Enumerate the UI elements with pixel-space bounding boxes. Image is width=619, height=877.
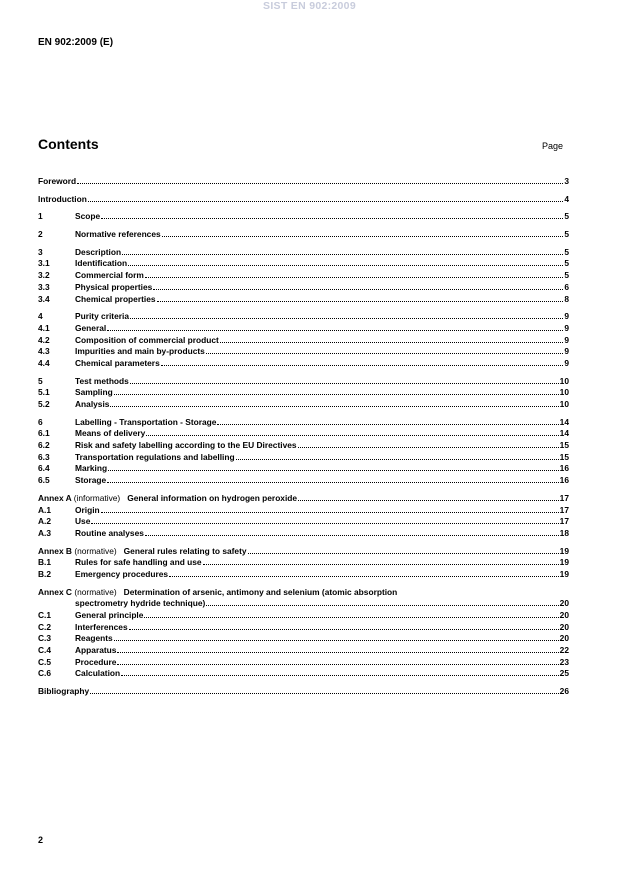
toc-entry-title	[38, 493, 297, 505]
dot-leader	[236, 452, 559, 460]
annex-type: (normative)	[74, 545, 117, 556]
toc-entry-title: Sampling	[75, 387, 113, 398]
toc-entry-page: 10	[559, 399, 569, 409]
toc-entry-number: 3.3	[38, 281, 50, 292]
toc-entry[interactable]	[38, 516, 569, 528]
toc-entry[interactable]	[38, 176, 569, 188]
toc-entry-title: Procedure	[75, 656, 117, 667]
toc-entry-page: 9	[564, 346, 569, 357]
toc-entry-number: A.3	[38, 527, 52, 538]
toc-entry[interactable]	[38, 569, 569, 581]
dot-leader	[122, 247, 563, 255]
dot-leader	[162, 229, 564, 237]
toc-entry-title: Physical properties	[75, 281, 153, 292]
toc-entry-number: 5	[38, 375, 43, 386]
toc-entry-page: 16	[559, 475, 569, 486]
dot-leader	[169, 569, 559, 577]
toc-entry-number: 4.2	[38, 334, 50, 345]
toc-entry-page: 19	[559, 545, 569, 556]
toc-entry[interactable]	[38, 493, 569, 505]
toc-entry[interactable]	[38, 452, 569, 464]
dot-leader	[129, 622, 559, 630]
dot-leader	[298, 493, 559, 501]
toc-entry[interactable]	[38, 686, 569, 698]
toc-entry-page: 20	[559, 621, 569, 632]
toc-entry[interactable]	[38, 610, 569, 622]
dot-leader	[146, 428, 558, 436]
toc-entry-title: General	[75, 322, 107, 333]
annex-type: (normative)	[74, 586, 117, 597]
toc-entry-page: 14	[559, 416, 569, 427]
toc-entry-title: Impurities and main by-products	[75, 346, 205, 357]
toc-entry-number: 6.3	[38, 451, 50, 462]
toc-entry[interactable]	[38, 475, 569, 487]
dot-leader	[217, 417, 558, 425]
toc-entry-number: 6.4	[38, 463, 50, 474]
table-of-contents	[38, 176, 569, 698]
toc-entry-number: 3	[38, 246, 43, 257]
dot-leader	[206, 346, 563, 354]
annex-title: General information on hydrogen peroxide	[127, 492, 298, 503]
toc-entry-title: Marking	[75, 463, 108, 474]
toc-entry-page: 6	[564, 281, 569, 292]
toc-entry-page: 10	[559, 375, 569, 386]
toc-entry-page: 26	[559, 686, 569, 697]
toc-entry-title: Labelling - Transportation - Storage	[75, 416, 217, 427]
toc-entry-title: Chemical properties	[75, 293, 156, 304]
toc-entry[interactable]	[38, 428, 569, 440]
toc-entry-page: 5	[564, 258, 569, 269]
toc-entry[interactable]	[38, 622, 569, 634]
toc-entry[interactable]	[38, 294, 569, 306]
toc-entry-title: Transportation regulations and labelling	[75, 451, 235, 462]
toc-entry[interactable]	[38, 387, 569, 399]
dot-leader	[117, 645, 558, 653]
toc-entry[interactable]	[38, 399, 569, 411]
toc-entry-number: C.2	[38, 621, 52, 632]
toc-entry-title: Risk and safety labelling according to the EU Directives	[75, 440, 297, 451]
toc-entry-title: Composition of commercial product	[75, 334, 219, 345]
toc-entry-number: 3.4	[38, 293, 50, 304]
dot-leader	[101, 505, 559, 513]
toc-entry-page: 25	[559, 668, 569, 679]
toc-entry-page: 18	[559, 527, 569, 538]
toc-entry-number: 4	[38, 311, 43, 322]
dot-leader	[145, 270, 563, 278]
toc-entry-title: Analysis	[75, 399, 110, 409]
annex-label: Annex C	[38, 586, 72, 597]
toc-entry-number: 4.4	[38, 357, 50, 368]
toc-entry[interactable]	[38, 270, 569, 282]
toc-entry-title: Reagents	[75, 633, 113, 644]
toc-entry[interactable]	[38, 546, 569, 558]
toc-entry-page: 17	[559, 492, 569, 503]
toc-entry-title: Description	[75, 246, 122, 257]
toc-entry-title	[38, 587, 397, 599]
toc-entry-number: C.3	[38, 633, 52, 644]
toc-entry-number: 5.2	[38, 399, 50, 409]
toc-entry-number: 5.1	[38, 387, 50, 398]
dot-leader	[114, 633, 559, 641]
toc-entry[interactable]	[38, 335, 569, 347]
toc-entry-number: C.6	[38, 668, 52, 679]
toc-entry-title: Scope	[75, 211, 101, 222]
toc-entry-page: 15	[559, 440, 569, 451]
toc-entry-number: 4.1	[38, 322, 50, 333]
dot-leader	[108, 463, 559, 471]
toc-entry-page: 14	[559, 428, 569, 439]
toc-entry-page: 20	[559, 598, 569, 609]
toc-entry-number: 2	[38, 229, 43, 240]
toc-entry-number: 6	[38, 416, 43, 427]
toc-entry[interactable]	[38, 463, 569, 475]
dot-leader	[90, 686, 558, 694]
toc-entry-title: Apparatus	[75, 645, 117, 656]
toc-entry-number: B.1	[38, 557, 52, 568]
toc-entry-page: 9	[564, 357, 569, 368]
toc-entry-number: C.4	[38, 645, 52, 656]
toc-entry-page: 5	[564, 229, 569, 240]
toc-entry[interactable]	[38, 311, 569, 323]
toc-entry-page: 9	[564, 322, 569, 333]
annex-label: Annex B	[38, 545, 72, 556]
toc-entry-title: Introduction	[38, 193, 87, 204]
page-column-label: Page	[542, 141, 564, 151]
toc-entry-title: Test methods	[75, 375, 129, 386]
toc-entry-title: Rules for safe handling and use	[75, 557, 202, 568]
dot-leader	[298, 440, 559, 448]
toc-entry-title	[38, 546, 247, 558]
toc-entry-page: 16	[559, 463, 569, 474]
toc-entry[interactable]	[38, 376, 569, 388]
toc-entry[interactable]	[38, 323, 569, 335]
toc-entry-title: Purity criteria	[75, 311, 129, 322]
dot-leader	[107, 475, 558, 483]
dot-leader	[130, 376, 559, 384]
dot-leader	[157, 294, 564, 302]
dot-leader	[107, 323, 563, 331]
toc-entry-page: 20	[559, 610, 569, 620]
toc-entry[interactable]	[38, 358, 569, 370]
toc-entry-number: A.1	[38, 504, 52, 515]
dot-leader	[114, 387, 559, 395]
dot-leader	[77, 176, 563, 184]
toc-entry[interactable]	[38, 229, 569, 241]
toc-entry[interactable]	[38, 505, 569, 517]
toc-entry[interactable]	[38, 282, 569, 294]
toc-entry[interactable]	[38, 417, 569, 429]
toc-entry-title: Emergency procedures	[75, 568, 169, 579]
toc-entry-number: 3.1	[38, 258, 50, 269]
toc-entry-title: Identification	[75, 258, 128, 269]
toc-entry-page: 9	[564, 311, 569, 322]
dot-leader	[206, 598, 558, 606]
toc-entry[interactable]	[38, 440, 569, 452]
toc-entry-page: 5	[564, 246, 569, 257]
toc-entry[interactable]	[38, 194, 569, 206]
toc-entry-page: 3	[564, 176, 569, 186]
toc-entry-number: 1	[38, 211, 43, 222]
toc-entry-number: B.2	[38, 568, 52, 579]
toc-entry-number: 4.3	[38, 346, 50, 357]
toc-entry-page: 19	[559, 557, 569, 568]
toc-entry-number: 6.2	[38, 440, 50, 451]
dot-leader	[203, 557, 559, 565]
dot-leader	[91, 516, 558, 524]
dot-leader	[110, 399, 558, 407]
toc-entry-page: 4	[564, 193, 569, 204]
toc-entry[interactable]	[38, 247, 569, 259]
annex-label: Annex A	[38, 492, 72, 503]
toc-entry-title: General principle	[75, 610, 144, 620]
dot-leader	[161, 358, 564, 366]
toc-entry-title: Storage	[75, 475, 107, 486]
toc-entry[interactable]	[38, 633, 569, 645]
toc-entry-title: Calculation	[75, 668, 121, 679]
toc-entry-title: Foreword	[38, 176, 77, 186]
dot-leader	[121, 668, 559, 676]
toc-entry-title: Routine analyses	[75, 527, 144, 538]
toc-entry[interactable]	[38, 346, 569, 358]
toc-entry[interactable]	[38, 557, 569, 569]
annex-title: Determination of arsenic, antimony and selenium (atomic absorption	[123, 586, 398, 597]
toc-entry-title: Chemical parameters	[75, 357, 160, 368]
toc-entry[interactable]	[38, 668, 569, 680]
toc-entry-number: 6.5	[38, 475, 50, 486]
toc-entry[interactable]	[38, 258, 569, 270]
toc-entry[interactable]	[38, 587, 569, 599]
toc-entry-page: 15	[559, 451, 569, 462]
page-title: Contents	[38, 136, 99, 152]
toc-entry-page: 5	[564, 270, 569, 281]
page-number: 2	[38, 835, 44, 845]
dot-leader	[145, 528, 559, 536]
toc-entry-title: Means of delivery	[75, 428, 146, 439]
toc-entry-number: C.1	[38, 610, 52, 620]
dot-leader	[101, 211, 563, 219]
dot-leader	[220, 335, 564, 343]
toc-entry-number: C.5	[38, 656, 52, 667]
toc-entry-title: Origin	[75, 504, 100, 515]
toc-entry[interactable]	[38, 598, 569, 610]
toc-entry-page: 22	[559, 645, 569, 656]
toc-entry-title: spectrometry hydride technique)	[75, 598, 206, 609]
dot-leader	[130, 311, 563, 319]
annex-title: General rules relating to safety	[123, 545, 247, 556]
document-id: EN 902:2009 (E)	[38, 37, 114, 48]
toc-entry[interactable]	[38, 645, 569, 657]
annex-type: (informative)	[73, 492, 121, 503]
toc-entry-number: A.2	[38, 516, 52, 527]
dot-leader	[144, 610, 558, 618]
toc-entry-page: 20	[559, 633, 569, 644]
watermark: SIST EN 902:2009	[263, 0, 356, 12]
toc-entry-number: 3.2	[38, 270, 50, 281]
dot-leader	[117, 657, 558, 665]
toc-entry-page: 9	[564, 334, 569, 345]
toc-entry[interactable]	[38, 528, 569, 540]
toc-entry-title: Bibliography	[38, 686, 90, 697]
toc-entry-page: 19	[559, 568, 569, 579]
toc-entry-page: 17	[559, 516, 569, 527]
toc-entry-page: 17	[559, 504, 569, 515]
dot-leader	[128, 258, 563, 266]
dot-leader	[248, 546, 559, 554]
toc-entry-page: 8	[564, 293, 569, 304]
toc-entry-page: 10	[559, 387, 569, 398]
toc-entry-title: Normative references	[75, 229, 161, 240]
toc-entry[interactable]	[38, 211, 569, 223]
toc-entry-title: Interferences	[75, 621, 128, 632]
toc-entry-number: 6.1	[38, 428, 50, 439]
toc-entry-page: 5	[564, 211, 569, 222]
toc-entry-page: 23	[559, 656, 569, 667]
toc-entry-title: Commercial form	[75, 270, 144, 281]
toc-entry[interactable]	[38, 657, 569, 669]
dot-leader	[88, 194, 563, 202]
toc-entry-title: Use	[75, 516, 91, 527]
dot-leader	[153, 282, 563, 290]
